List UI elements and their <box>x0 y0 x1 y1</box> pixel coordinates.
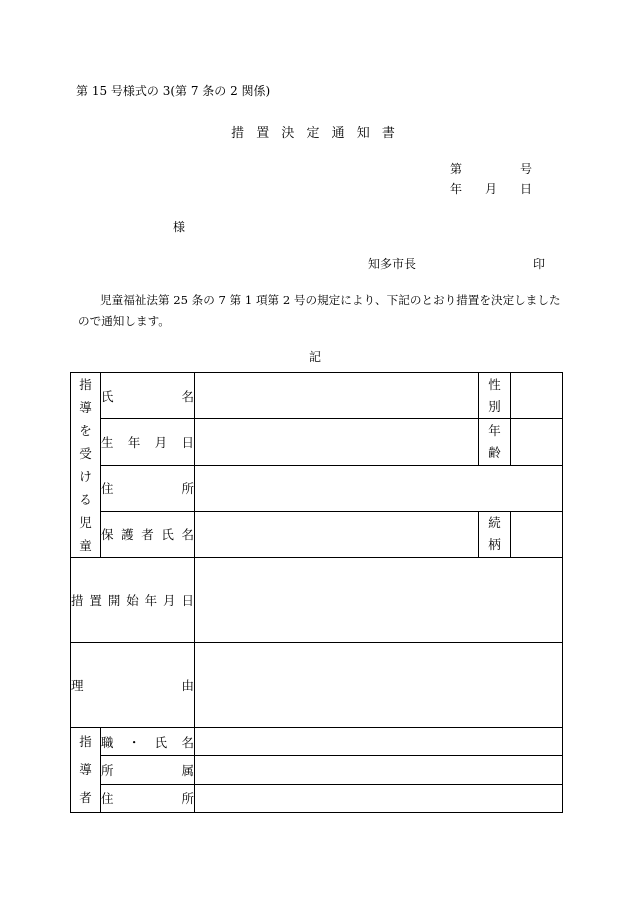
issuer-name: 知多市長 <box>368 257 417 271</box>
instructor-address-label: 住 所 <box>101 784 195 812</box>
reason-label: 理 由 <box>71 643 195 728</box>
instructor-group-label: 指 導 者 <box>71 728 101 813</box>
ki-heading: 記 <box>308 350 321 364</box>
instructor-name-field[interactable] <box>195 728 563 756</box>
ref-go: 号 <box>520 162 533 176</box>
guardian-label: 保 護 者 氏 名 <box>101 511 195 557</box>
address-field[interactable] <box>195 465 563 511</box>
instructor-address-field[interactable] <box>195 784 563 812</box>
name-field[interactable] <box>195 373 479 419</box>
dob-field[interactable] <box>195 419 479 465</box>
start-date-field[interactable] <box>195 558 563 643</box>
seal-mark: 印 <box>533 257 546 271</box>
sex-label: 性 別 <box>479 373 511 419</box>
ref-dai: 第 <box>450 162 463 176</box>
instructor-title-name-label: 職 ・ 氏 名 <box>101 728 195 756</box>
addressee-honorific: 様 <box>173 220 186 234</box>
address-label: 住 所 <box>101 465 195 511</box>
relation-label: 続 柄 <box>479 511 511 557</box>
date-day: 日 <box>520 182 533 196</box>
name-label: 氏 名 <box>101 373 195 419</box>
relation-field[interactable] <box>511 511 563 557</box>
body-line-2: ので通知します。 <box>78 314 170 328</box>
age-label: 年 齢 <box>479 419 511 465</box>
measure-form-table <box>70 372 563 813</box>
date-month: 月 <box>485 182 498 196</box>
dob-label: 生 年 月 日 <box>101 419 195 465</box>
guardian-field[interactable] <box>195 511 479 557</box>
document-title: 措 置 決 定 通 知 書 <box>231 126 399 141</box>
body-line-1: 児童福祉法第 25 条の 7 第 1 項第 2 号の規定により、下記のとおり措置を決定しました <box>100 293 561 307</box>
form-number: 第 15 号様式の 3(第 7 条の 2 関係) <box>76 84 271 98</box>
instructor-affiliation-label: 所 属 <box>101 756 195 784</box>
age-field[interactable] <box>511 419 563 465</box>
sex-field[interactable] <box>511 373 563 419</box>
date-year: 年 <box>450 182 463 196</box>
child-group-label: 指 導 を 受 け る 児 童 <box>71 373 101 558</box>
instructor-affiliation-field[interactable] <box>195 756 563 784</box>
start-date-label: 措 置 開 始 年 月 日 <box>71 558 195 643</box>
reason-field[interactable] <box>195 643 563 728</box>
